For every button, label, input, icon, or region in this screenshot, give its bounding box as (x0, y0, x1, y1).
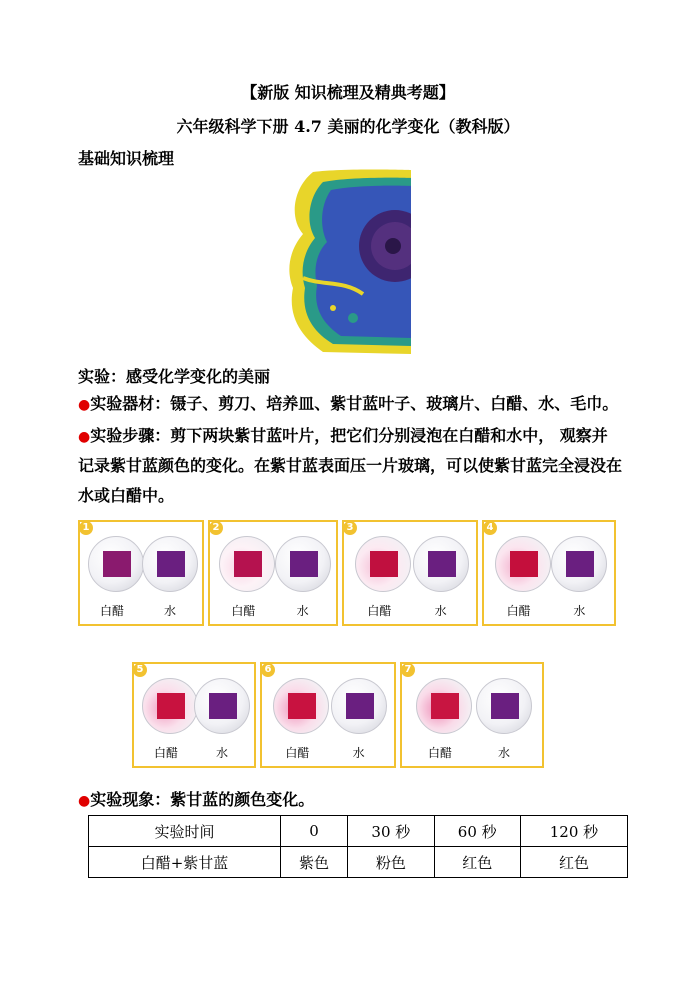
steps-text-1: 实验步骤：剪下两块紫甘蓝叶片，把它们分别浸泡在白醋和水中， 观察并 (90, 426, 608, 445)
water-dish (142, 536, 198, 592)
table-header-row (89, 816, 628, 847)
vinegar-dish (142, 678, 198, 734)
water-dish (413, 536, 469, 592)
panel-number: 7 (401, 663, 415, 677)
phenomenon-text: 实验现象：紫甘蓝的颜色变化。 (90, 790, 315, 809)
vinegar-dish (355, 536, 411, 592)
cabbage-leaf (157, 551, 185, 577)
water-label: 水 (352, 746, 365, 760)
cabbage-leaf (491, 693, 519, 719)
water-label: 水 (216, 746, 229, 760)
observation-table (88, 815, 628, 878)
experiment-photo-panel (482, 520, 616, 626)
section-heading: 基础知识梳理 (78, 149, 175, 168)
experiment-photo-panel (400, 662, 544, 768)
vinegar-dish (495, 536, 551, 592)
phenomenon-line (78, 786, 314, 815)
vinegar-label: 白醋 (231, 604, 256, 618)
table-cell: 粉色 (348, 847, 434, 878)
materials-text: 实验器材：镊子、剪刀、培养皿、紫甘蓝叶子、玻璃片、白醋、水、毛巾。 (90, 394, 619, 413)
cabbage-leaf (346, 693, 374, 719)
table-cell: 0 (280, 816, 347, 847)
vinegar-label: 白醋 (154, 746, 179, 760)
experiment-photo-panel (208, 520, 338, 626)
document-title: 【新版 知识梳理及精典考题】 (241, 83, 455, 102)
water-dish (194, 678, 250, 734)
panel-number: 5 (133, 663, 147, 677)
table-cell: 红色 (520, 847, 627, 878)
panel-number: 1 (79, 521, 93, 535)
vinegar-dish (219, 536, 275, 592)
vinegar-label: 白醋 (100, 604, 125, 618)
document-subtitle: 六年级科学下册 4.7 美丽的化学变化（教科版） (176, 117, 520, 136)
cabbage-leaf (431, 693, 459, 719)
materials-line (78, 390, 618, 419)
steps-line-1 (78, 422, 608, 451)
panel-number: 4 (483, 521, 497, 535)
vinegar-dish (273, 678, 329, 734)
table-cell: 紫色 (280, 847, 347, 878)
steps-line-2: 记录紫甘蓝颜色的变化。在紫甘蓝表面压一片玻璃，可以使紫甘蓝完全浸没在 (78, 456, 623, 475)
table-cell: 30 秒 (348, 816, 434, 847)
experiment-photo-panel (78, 520, 204, 626)
cabbage-leaf (209, 693, 237, 719)
vinegar-label: 白醋 (428, 746, 453, 760)
vinegar-dish (88, 536, 144, 592)
panel-number: 3 (343, 521, 357, 535)
water-dish (476, 678, 532, 734)
vinegar-label: 白醋 (367, 604, 392, 618)
water-label: 水 (164, 604, 177, 618)
steps-line-3: 水或白醋中。 (78, 486, 175, 505)
bullet-icon: ● (78, 793, 91, 809)
water-dish (331, 678, 387, 734)
table-cell: 120 秒 (520, 816, 627, 847)
water-label: 水 (296, 604, 309, 618)
cabbage-leaf (234, 551, 262, 577)
cabbage-leaf (157, 693, 185, 719)
water-label: 水 (498, 746, 511, 760)
cabbage-leaf (288, 693, 316, 719)
table-cell: 60 秒 (434, 816, 520, 847)
table-cell: 红色 (434, 847, 520, 878)
table-row (89, 847, 628, 878)
panel-number: 6 (261, 663, 275, 677)
water-dish (551, 536, 607, 592)
bullet-icon: ● (78, 429, 91, 445)
table-cell: 白醋+紫甘蓝 (89, 847, 281, 878)
vinegar-label: 白醋 (285, 746, 310, 760)
vinegar-dish (416, 678, 472, 734)
experiment-title: 实验：感受化学变化的美丽 (78, 367, 271, 386)
experiment-photo-panel (260, 662, 396, 768)
cabbage-leaf (370, 551, 398, 577)
cabbage-leaf (103, 551, 131, 577)
cabbage-leaf (290, 551, 318, 577)
experiment-photo-panel (342, 520, 478, 626)
bullet-icon: ● (78, 397, 91, 413)
cabbage-leaf (428, 551, 456, 577)
flower-image (283, 168, 411, 354)
table-cell: 实验时间 (89, 816, 281, 847)
experiment-photo-panel (132, 662, 256, 768)
cabbage-leaf (510, 551, 538, 577)
water-label: 水 (573, 604, 586, 618)
water-dish (275, 536, 331, 592)
water-label: 水 (434, 604, 447, 618)
panel-number: 2 (209, 521, 223, 535)
cabbage-leaf (566, 551, 594, 577)
vinegar-label: 白醋 (506, 604, 531, 618)
